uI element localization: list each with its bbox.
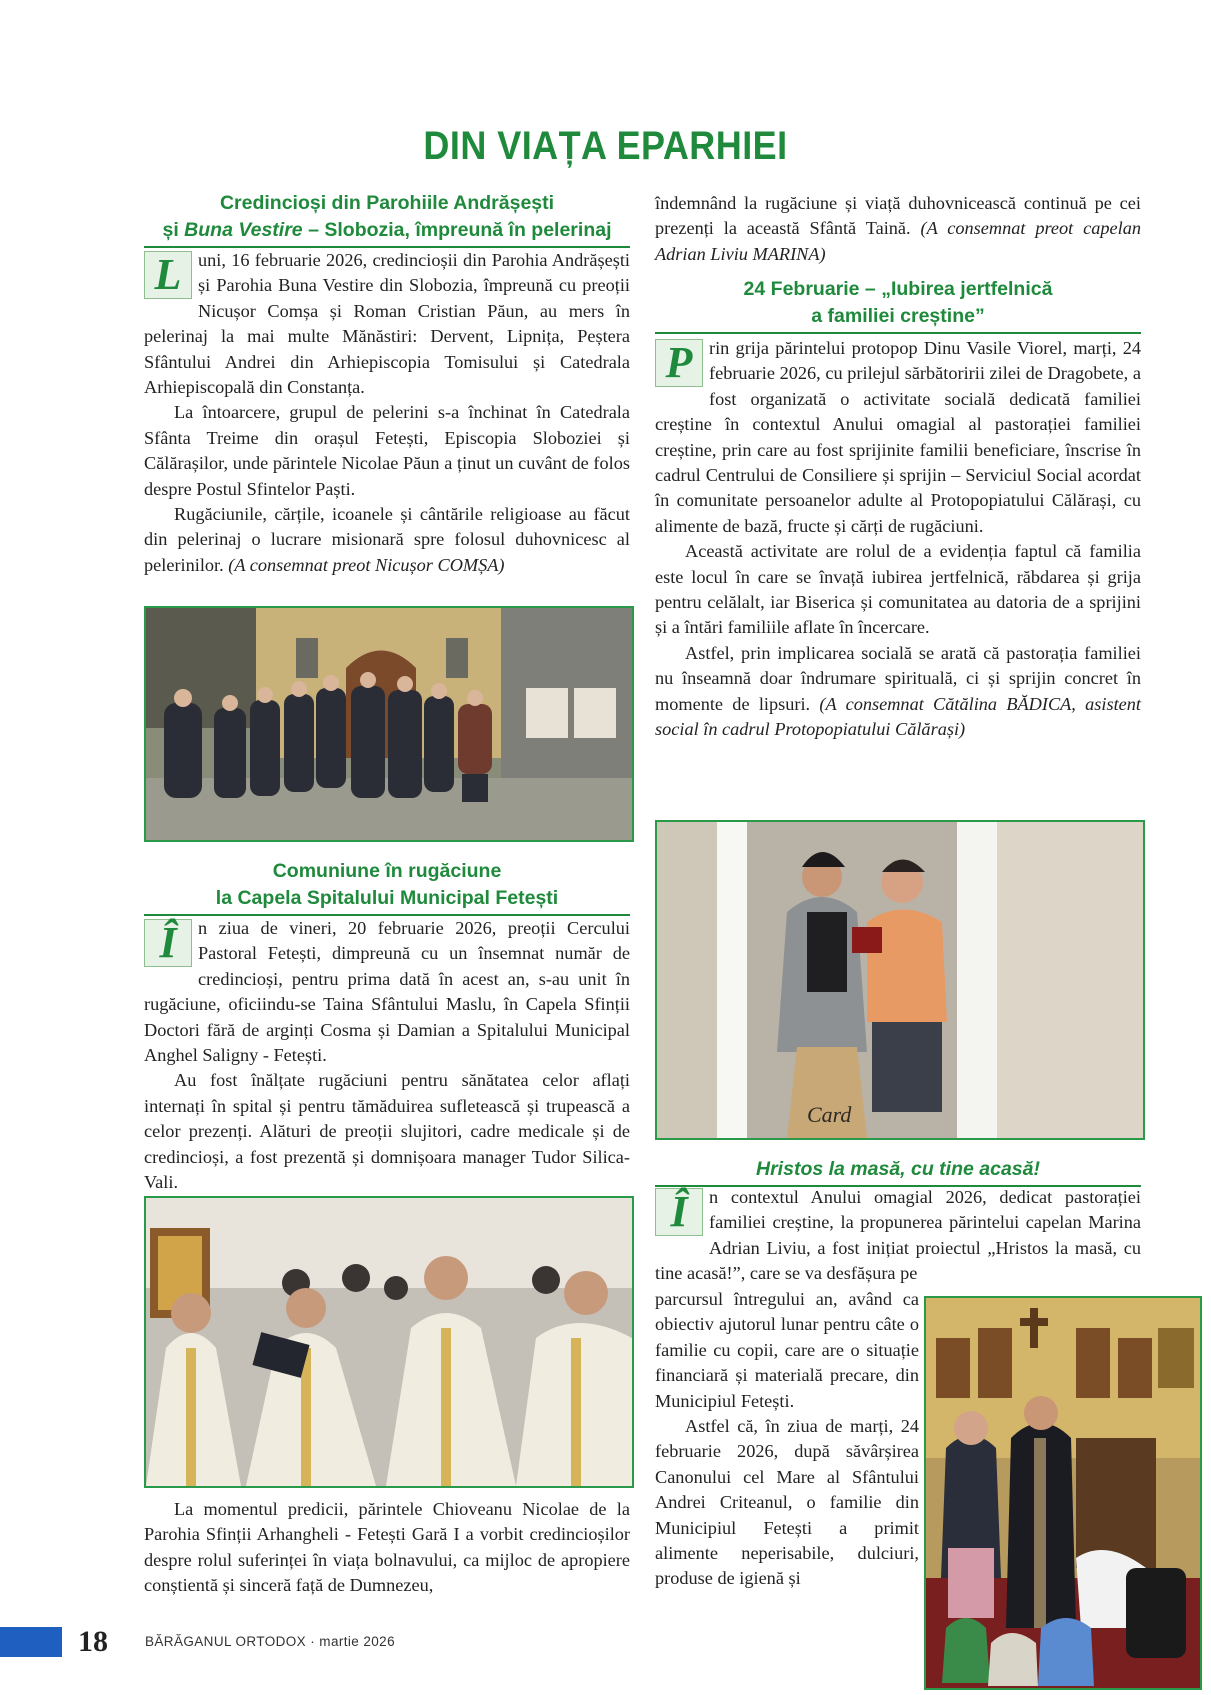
- publication-name: BĂRĂGANUL ORTODOX: [145, 1634, 307, 1649]
- footer-color-bar: [0, 1627, 62, 1657]
- paragraph: La întoarcere, grupul de pelerini s-a închinat în Catedrala Sfânta Treime din orașul Fetești, Episcopia Sloboziei și Călărașilor, unde părintele Nicolae Păun a ținut un cuvânt de folos despre Postul Sfintelor Paști.: [144, 402, 630, 499]
- family-church-donation-photo: [924, 1296, 1202, 1690]
- paragraph-text: n contextul Anului omagial 2026, dedicat pastorației familiei creștine, la propunerea părintelui capelan Marina Adrian Liviu, a fost inițiat proiectul „Hristos la masă, cu tine acasă!”, care se va desfășura pe: [655, 1187, 1141, 1284]
- paragraph-text: Rugăciunile, cărțile, icoanele și cântările religioase au făcut din pelerinaj o lucrare misionară spre folosul duhovnicesc al pelerinilor.: [144, 504, 630, 575]
- photo-illustration: [146, 1198, 632, 1486]
- author-credit: (A consemnat preot Nicușor COMȘA): [228, 554, 505, 575]
- dropcap-ornament: P: [655, 339, 703, 387]
- heading-line: la Capela Spitalului Municipal Fetești: [215, 887, 559, 909]
- paragraph-text: îndemnând la rugăciune și viață duhovnicească continuă pe cei prezenți la această Sfântă Taină.: [655, 193, 1141, 239]
- heading-fragment: – Slobozia, împreună în pelerinaj: [302, 219, 612, 241]
- article-heading: [655, 276, 1141, 334]
- photo-illustration: [657, 822, 1143, 1138]
- article-heading: [144, 190, 630, 248]
- article-heading: [144, 858, 630, 916]
- footer-publication: BĂRĂGANUL ORTODOX · martie 2026: [145, 1634, 395, 1649]
- heading-italic: Buna Vestire: [184, 219, 303, 241]
- paragraph: Astfel că, în ziua de marți, 24 februarie 2026, după săvârșirea Canonului cel Mare al Sfântului Andrei Criteanul, o familie din Municipiul Fetești a primit alimente neperisabile, dulciuri, produse de igienă și: [655, 1416, 919, 1589]
- heading-line: Hristos la masă, cu tine acasă!: [756, 1158, 1040, 1180]
- paragraph-text: uni, 16 februarie 2026, credincioșii din Parohia Andrășești și Parohia Buna Vestire din Slobozia, împreună cu preoții Nicușor Comșa și Roman Cristian Păun, au mers în pelerinaj la mai multe Mănăstiri: Dervent, Lipnița, Peștera Sfântului Andrei din Arhiepiscopia Tomisului și Catedrala Arhiepiscopală din Constanța.: [144, 250, 630, 398]
- heading-fragment: și: [162, 219, 185, 241]
- page-title: DIN VIAȚA EPARHIEI: [423, 124, 788, 168]
- article-body-continued: [655, 191, 1141, 267]
- article-body-narrow: [655, 1287, 919, 1592]
- paragraph: parcursul întregului an, având ca obiectiv ajutorul lunar pentru câte o familie cu copii, care are o situație financiară și materială precare, din Municipiul Fetești.: [655, 1289, 919, 1411]
- photo-illustration: [926, 1298, 1200, 1688]
- heading-line: Comuniune în rugăciune: [272, 860, 502, 882]
- dropcap-ornament: Î: [144, 919, 192, 967]
- dropcap-ornament: L: [144, 251, 192, 299]
- article-body: [655, 1185, 1141, 1287]
- bag-card-text: Card: [807, 1102, 852, 1127]
- paragraph: [655, 641, 1141, 743]
- heading-line: 24 Februarie – „Iubirea jertfelnică: [743, 278, 1053, 300]
- article-body: [144, 916, 630, 1195]
- paragraph: [144, 502, 630, 578]
- priests-service-photo: [144, 1196, 634, 1488]
- heading-line: a familiei creștine”: [811, 305, 985, 327]
- author-credit: (A consemnat Cătălina BĂDICA, asistent social în cadrul Protopopiatului Călărași): [655, 693, 1142, 740]
- paragraph: [655, 336, 1141, 539]
- paragraph: Această activitate are rolul de a evidenția faptul că familia este locul în care se învață iubirea jertfelnică, răbdarea și grija pentru celălalt, iar Biserica și comunitatea au datoria de a sprijini și a întări familiile aflate în încercare.: [655, 541, 1141, 638]
- photo-illustration: [146, 608, 632, 840]
- paragraph: [144, 916, 630, 1068]
- paragraph: [144, 248, 630, 400]
- paragraph-text: Astfel, prin implicarea socială se arată că pastorația familiei nu înseamnă doar îndrumare spirituală, ci și sprijin concret în momente de lipsuri.: [655, 642, 1141, 714]
- pilgrims-group-photo: [144, 606, 634, 842]
- paragraph: [655, 191, 1141, 267]
- child-receiving-gift-photo: [655, 820, 1145, 1140]
- author-credit: (A consemnat preot capelan Adrian Liviu MARINA): [655, 218, 1141, 264]
- heading-line: [144, 217, 630, 244]
- article-body-continued: [144, 1497, 630, 1599]
- dropcap-ornament: Î: [655, 1188, 703, 1236]
- article-body: [144, 248, 630, 578]
- paragraph: Au fost înălțate rugăciuni pentru sănătatea celor aflați internați în spital și pentru tămăduirea sufletească și trupească a celor prezenți. Alături de preoții slujitori, cadre medicale și de credincioși, a fost prezentă și domnișoara manager Tudor Silica-Vali.: [144, 1070, 630, 1193]
- article-heading: [655, 1156, 1141, 1187]
- page-number: 18: [78, 1625, 108, 1658]
- paragraph: [655, 1185, 1141, 1287]
- paragraph: La momentul predicii, părintele Chioveanu Nicolae de la Parohia Sfinții Arhangheli - Fetești Gară I a vorbit credincioșilor despre rolul suferinței în viața bolnavului, ca mijloc de apropiere conștientă și sinceră față de Dumnezeu,: [144, 1499, 630, 1596]
- article-body: [655, 336, 1141, 743]
- paragraph-text: rin grija părintelui protopop Dinu Vasile Viorel, marți, 24 februarie 2026, cu prilejul sărbătoririi zilei de Dragobete, a fost organizată o activitate socială dedicată familiei creștine în contextul Anului omagial al pastorației familiei creștine, prin care au fost sprijinite familii beneficiare, înscrise în cadrul Centrului de Consiliere și sprijin – Serviciul Social acordat în comunitate persoanelor adulte al Protopopiatului Călărași, cu alimente de bază, fructe și cărți de rugăciuni.: [655, 338, 1141, 536]
- heading-line: Credincioși din Parohiile Andrășești: [219, 192, 555, 214]
- issue-date: martie 2026: [319, 1634, 395, 1649]
- paragraph-text: n ziua de vineri, 20 februarie 2026, preoții Cercului Pastoral Fetești, dimpreună cu un însemnat număr de credincioși, pentru prima dată în acest an, s-au unit în rugăciune, oficiindu-se Taina Sfântului Maslu, în Capela Sfinții Doctori fără de arginți Cosma și Damian a Spitalului Municipal Anghel Saligny - Fetești.: [144, 918, 630, 1066]
